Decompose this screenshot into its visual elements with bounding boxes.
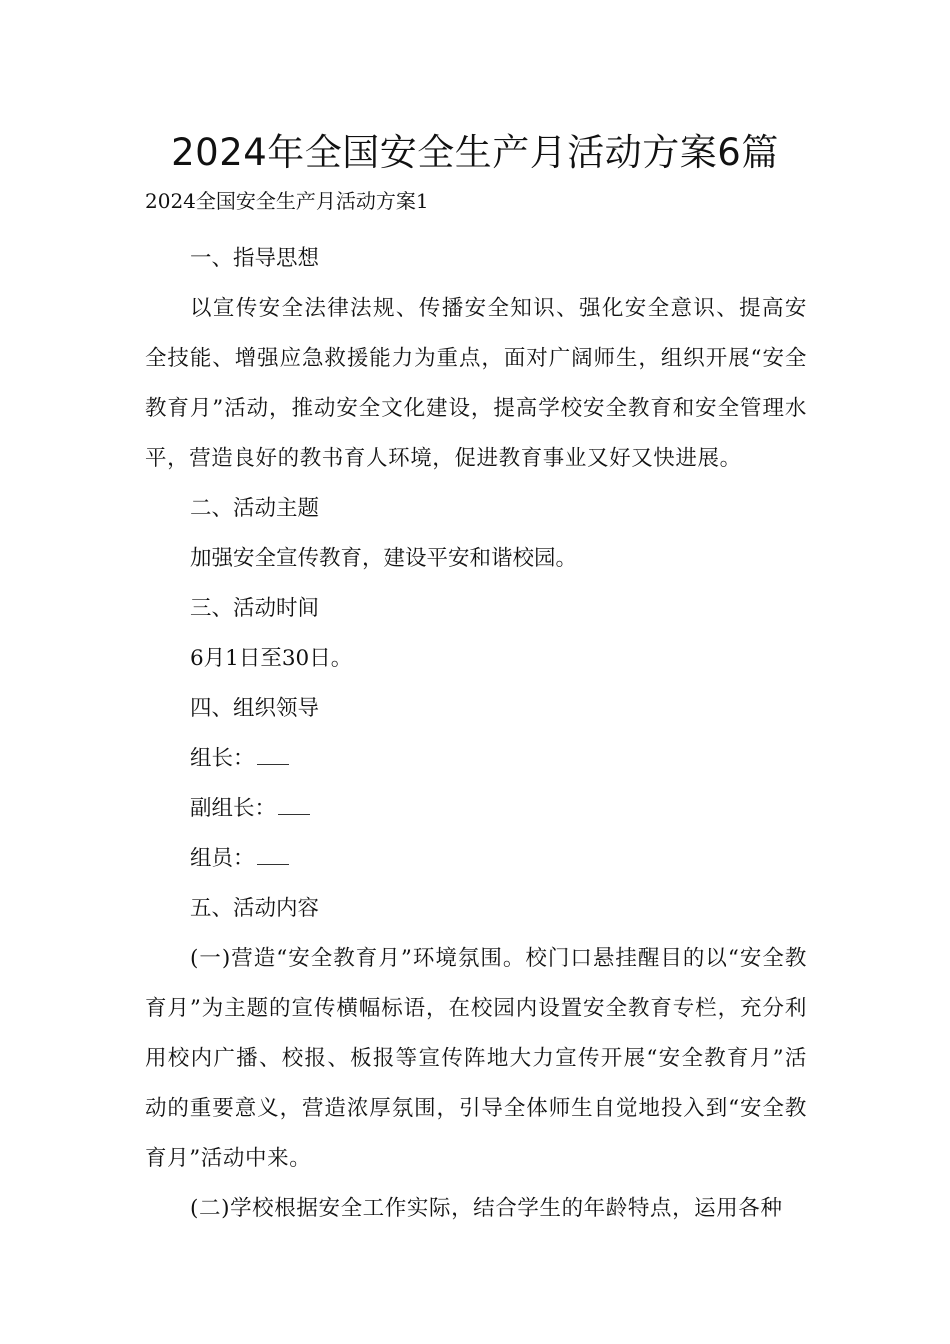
deputy-leader-line bbox=[145, 784, 807, 834]
section-body-time: 6月1日至30日。 bbox=[190, 646, 353, 671]
content-item-1: (一)营造“安全教育月”环境氛围。校门口悬挂醒目的以“安全教育月”为主题的宣传横幅标语，在校园内设置安全教育专栏，充分利用校内广播、校报、板报等宣传阵地大力宣传开展“安全教育月”活动的重要意义，营造浓厚氛围，引导全体师生自觉地投入到“安全教育月”活动中来。 bbox=[145, 946, 807, 1171]
leader-blank bbox=[257, 742, 289, 765]
section-heading-theme: 二、活动主题 bbox=[190, 496, 320, 521]
document-subtitle: 2024全国安全生产月活动方案1 bbox=[145, 189, 429, 213]
leader-line bbox=[145, 734, 807, 784]
member-blank bbox=[257, 842, 289, 865]
leader-label: 组长： bbox=[190, 746, 255, 771]
deputy-leader-label: 副组长： bbox=[190, 796, 277, 821]
content-item-2: (二)学校根据安全工作实际，结合学生的年龄特点，运用各种 bbox=[190, 1196, 783, 1221]
member-line bbox=[145, 834, 807, 884]
document-body bbox=[145, 184, 807, 1234]
deputy-leader-blank bbox=[278, 792, 310, 815]
member-label: 组员： bbox=[190, 846, 255, 871]
document-title: 2024年全国安全生产月活动方案6篇 bbox=[171, 131, 779, 174]
section-heading-content: 五、活动内容 bbox=[190, 896, 320, 921]
section-body-guiding-ideology: 以宣传安全法律法规、传播安全知识、强化安全意识、提高安全技能、增强应急救援能力为重点，面对广阔师生，组织开展“安全教育月”活动，推动安全文化建设，提高学校安全教育和安全管理水平，营造良好的教书育人环境，促进教育事业又好又快进展。 bbox=[145, 296, 807, 471]
section-heading-guiding-ideology: 一、指导思想 bbox=[190, 246, 320, 271]
section-heading-time: 三、活动时间 bbox=[190, 596, 320, 621]
section-body-theme: 加强安全宣传教育，建设平安和谐校园。 bbox=[190, 546, 578, 571]
section-heading-organization: 四、组织领导 bbox=[190, 696, 320, 721]
